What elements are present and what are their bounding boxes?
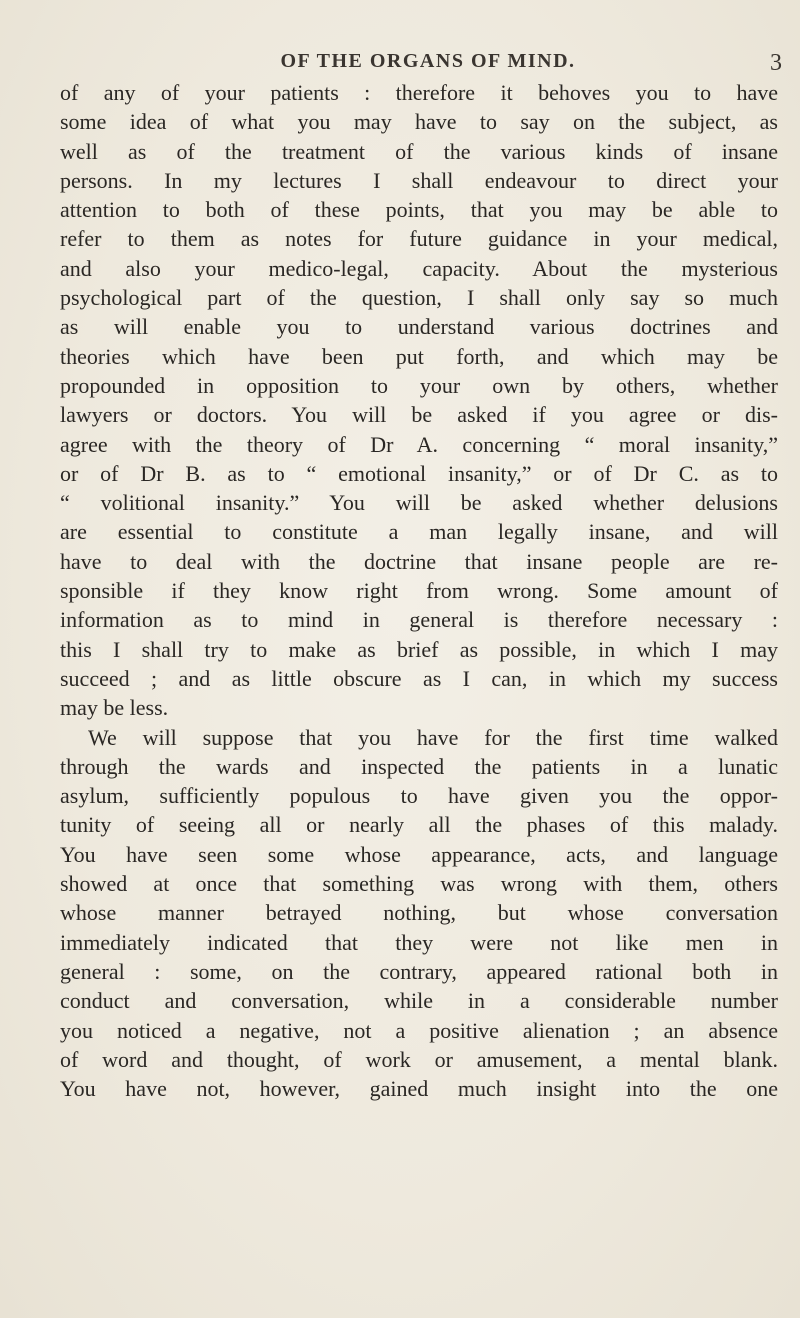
text-line: succeed ; and as little obscure as I can, in which my success	[60, 665, 778, 691]
text-line: information as to mind in general is therefore necessary :	[60, 607, 778, 633]
text-line: lawyers or doctors. You will be asked if you agree or dis-	[60, 402, 778, 428]
text-line: have to deal with the doctrine that insane people are re-	[60, 548, 778, 574]
text-line: immediately indicated that they were not like men in	[60, 929, 778, 955]
text-line: general : some, on the contrary, appeared rational both in	[60, 958, 778, 984]
text-line: of any of your patients : therefore it behoves you to have	[60, 80, 778, 105]
text-line: attention to both of these points, that you may be able to	[60, 197, 778, 223]
text-line: through the wards and inspected the patients in a lunatic	[60, 753, 778, 779]
text-line: theories which have been put forth, and which may be	[60, 343, 778, 369]
text-line: as will enable you to understand various doctrines and	[60, 314, 778, 340]
text-line: whose manner betrayed nothing, but whose conversation	[60, 900, 778, 926]
text-line: psychological part of the question, I shall only say so much	[60, 285, 778, 311]
text-line: sponsible if they know right from wrong. Some amount of	[60, 578, 778, 604]
text-line: asylum, sufficiently populous to have given you the oppor-	[60, 783, 778, 809]
text-line: you noticed a negative, not a positive alienation ; an absence	[60, 1017, 778, 1043]
text-line: persons. In my lectures I shall endeavour to direct your	[60, 167, 778, 193]
text-line: showed at once that something was wrong with them, others	[60, 871, 778, 897]
text-line: conduct and conversation, while in a considerable number	[60, 988, 778, 1014]
paragraph-end-line: may be less.	[60, 695, 169, 721]
running-title: OF THE ORGANS OF MIND.	[280, 50, 576, 72]
paragraph-start-line: We will suppose that you have for the first time walked	[88, 724, 778, 750]
text-line: agree with the theory of Dr A. concerning “ moral insanity,”	[60, 431, 778, 457]
text-line: and also your medico-legal, capacity. About the mysterious	[60, 255, 778, 281]
text-line: or of Dr B. as to “ emotional insanity,” or of Dr C. as to	[60, 460, 778, 486]
text-line: some idea of what you may have to say on the subject, as	[60, 109, 778, 135]
text-line: refer to them as notes for future guidance in your medical,	[60, 226, 778, 252]
text-line: “ volitional insanity.” You will be asked whether delusions	[60, 490, 778, 516]
page-number: 3	[770, 50, 782, 76]
text-line: tunity of seeing all or nearly all the phases of this malady.	[60, 812, 778, 838]
text-line: propounded in opposition to your own by others, whether	[60, 372, 778, 398]
text-line: You have not, however, gained much insight into the one	[60, 1076, 778, 1102]
text-line: well as of the treatment of the various kinds of insane	[60, 138, 778, 164]
text-line: of word and thought, of work or amusement, a mental blank.	[60, 1046, 778, 1072]
text-line: are essential to constitute a man legally insane, and will	[60, 519, 778, 545]
text-line: this I shall try to make as brief as possible, in which I may	[60, 636, 778, 662]
body-text	[60, 78, 778, 1103]
text-line: You have seen some whose appearance, acts, and language	[60, 841, 778, 867]
